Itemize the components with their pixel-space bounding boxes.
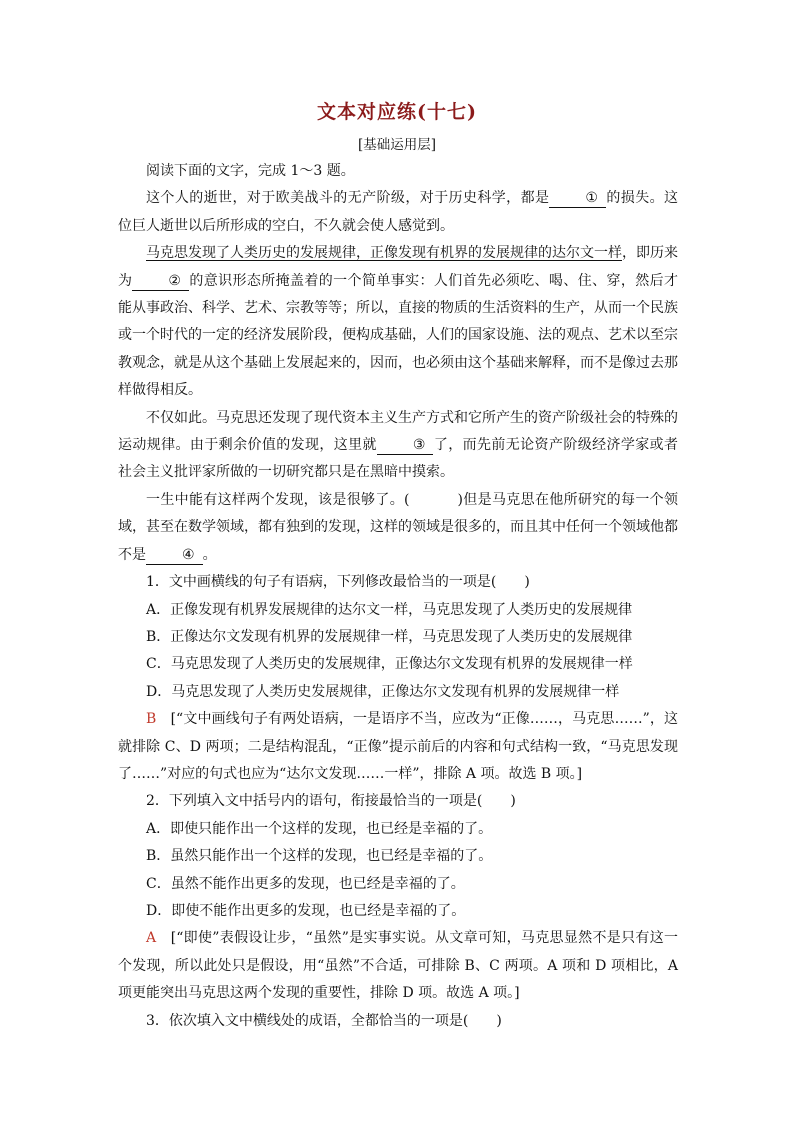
answer-letter: B (146, 711, 157, 728)
question-2-option-b: B．虽然只能作出一个这样的发现，也已经是幸福的了。 (146, 848, 493, 865)
paragraph-text: 不仅如此。马克思还发现了现代资本主义生产方式和它所产生的资产阶级社会的特殊的运动规律。由于剩余价值的发现，这里就 (118, 409, 678, 454)
passage-paragraph-2 (118, 240, 678, 404)
answer-letter: A (146, 930, 157, 947)
passage-paragraph-3 (118, 405, 678, 487)
blank-3: ③ (377, 436, 434, 455)
question-3-stem: 3．依次填入文中横线处的成语，全都恰当的一项是( ) (146, 1012, 502, 1029)
passage-paragraph-1 (118, 185, 678, 240)
paragraph-text: 这个人的逝世，对于欧美战斗的无产阶级，对于历史科学，都是 (146, 190, 550, 207)
question-1-answer (118, 706, 678, 788)
question-1-option-b: B．正像达尔文发现有机界的发展规律一样，马克思发现了人类历史的发展规律 (146, 628, 633, 645)
passage-paragraph-4 (118, 487, 678, 569)
underlined-sentence: 马克思发现了人类历史的发展规律，正像发现有机界的发展规律的达尔文一样 (146, 245, 622, 262)
paragraph-text: ，即历来为 (118, 245, 678, 289)
paragraph-text: 的损失。这位巨人逝世以后所形成的空白，不久就会使人感觉到。 (118, 190, 679, 234)
answer-explanation: [“即使”表假设让步，“虽然”是实事实说。从文章可知，马克思显然不是只有这一个发现，所以此处只是假设，用“虽然”不合适，可排除 B、C 两项。A 项和 D 项相比，A 项更能突出马克思这两个发现的重要性，排除 D 项。故选 A 项。] (118, 930, 678, 1002)
question-2-option-d: D．即使不能作出更多的发现，也已经是幸福的了。 (146, 902, 466, 919)
question-2-option-a: A．即使只能作出一个这样的发现，也已经是幸福的了。 (146, 820, 493, 837)
reading-instruction: 阅读下面的文字，完成 1～3 题。 (146, 163, 355, 179)
question-1-option-a: A．正像发现有机界发展规律的达尔文一样，马克思发现了人类历史的发展规律 (146, 601, 633, 618)
page-title: 文本对应练(十七) (317, 101, 477, 123)
blank-4: ④ (146, 546, 203, 565)
paragraph-text: 一生中能有这样两个发现，该是很够了。( (146, 491, 410, 508)
question-2-stem: 2．下列填入文中括号内的语句，衔接最恰当的一项是( ) (146, 793, 516, 810)
question-1-stem: 1．文中画横线的句子有语病，下列修改最恰当的一项是( ) (146, 574, 530, 591)
question-2-option-c: C．虽然不能作出更多的发现，也已经是幸福的了。 (146, 875, 465, 892)
paragraph-text: 了，而先前无论资产阶级经济学家或者社会主义批评家所做的一切研究都只是在黑暗中摸索。 (118, 437, 679, 481)
question-2-answer (118, 925, 678, 1007)
answer-explanation: [“文中画线句子有两处语病，一是语序不当，应改为“正像……，马克思……”，这就排除 C、D 两项；二是结构混乱，“正像”提示前后的内容和句式结构一致，“马克思发现了……”对应的句式也应为“达尔文发现……一样”，排除 A 项。故选 B 项。] (118, 711, 679, 782)
section-subtitle: [基础运用层] (357, 137, 437, 153)
blank-2: ② (132, 272, 189, 291)
paragraph-text: 的意识形态所掩盖着的一个简单事实：人们首先必须吃、喝、住、穿，然后才能从事政治、科学、艺术、宗教等等；所以，直接的物质的生活资料的生产，从而一个民族或一个时代的一定的经济发展阶段，便构成基础，人们的国家设施、法的观点、艺术以至宗教观念，就是从这个基础上发展起来的，因而，也必须由这个基础来解释，而不是像过去那样做得相反。 (118, 272, 679, 399)
blank-1: ① (549, 189, 606, 208)
question-1-option-d: D．马克思发现了人类历史发展规律，正像达尔文发现有机界的发展规律一样 (146, 683, 620, 700)
document-body (118, 158, 678, 1035)
paragraph-text: 。 (202, 546, 217, 563)
question-1-option-c: C．马克思发现了人类历史的发展规律，正像达尔文发现有机界的发展规律一样 (146, 656, 633, 673)
paragraph-text: )但是马克思在他所研究的每一个领域，甚至在数学领域，都有独到的发现，这样的领域是很多的，而且其中任何一个领域他都不是 (118, 491, 678, 563)
